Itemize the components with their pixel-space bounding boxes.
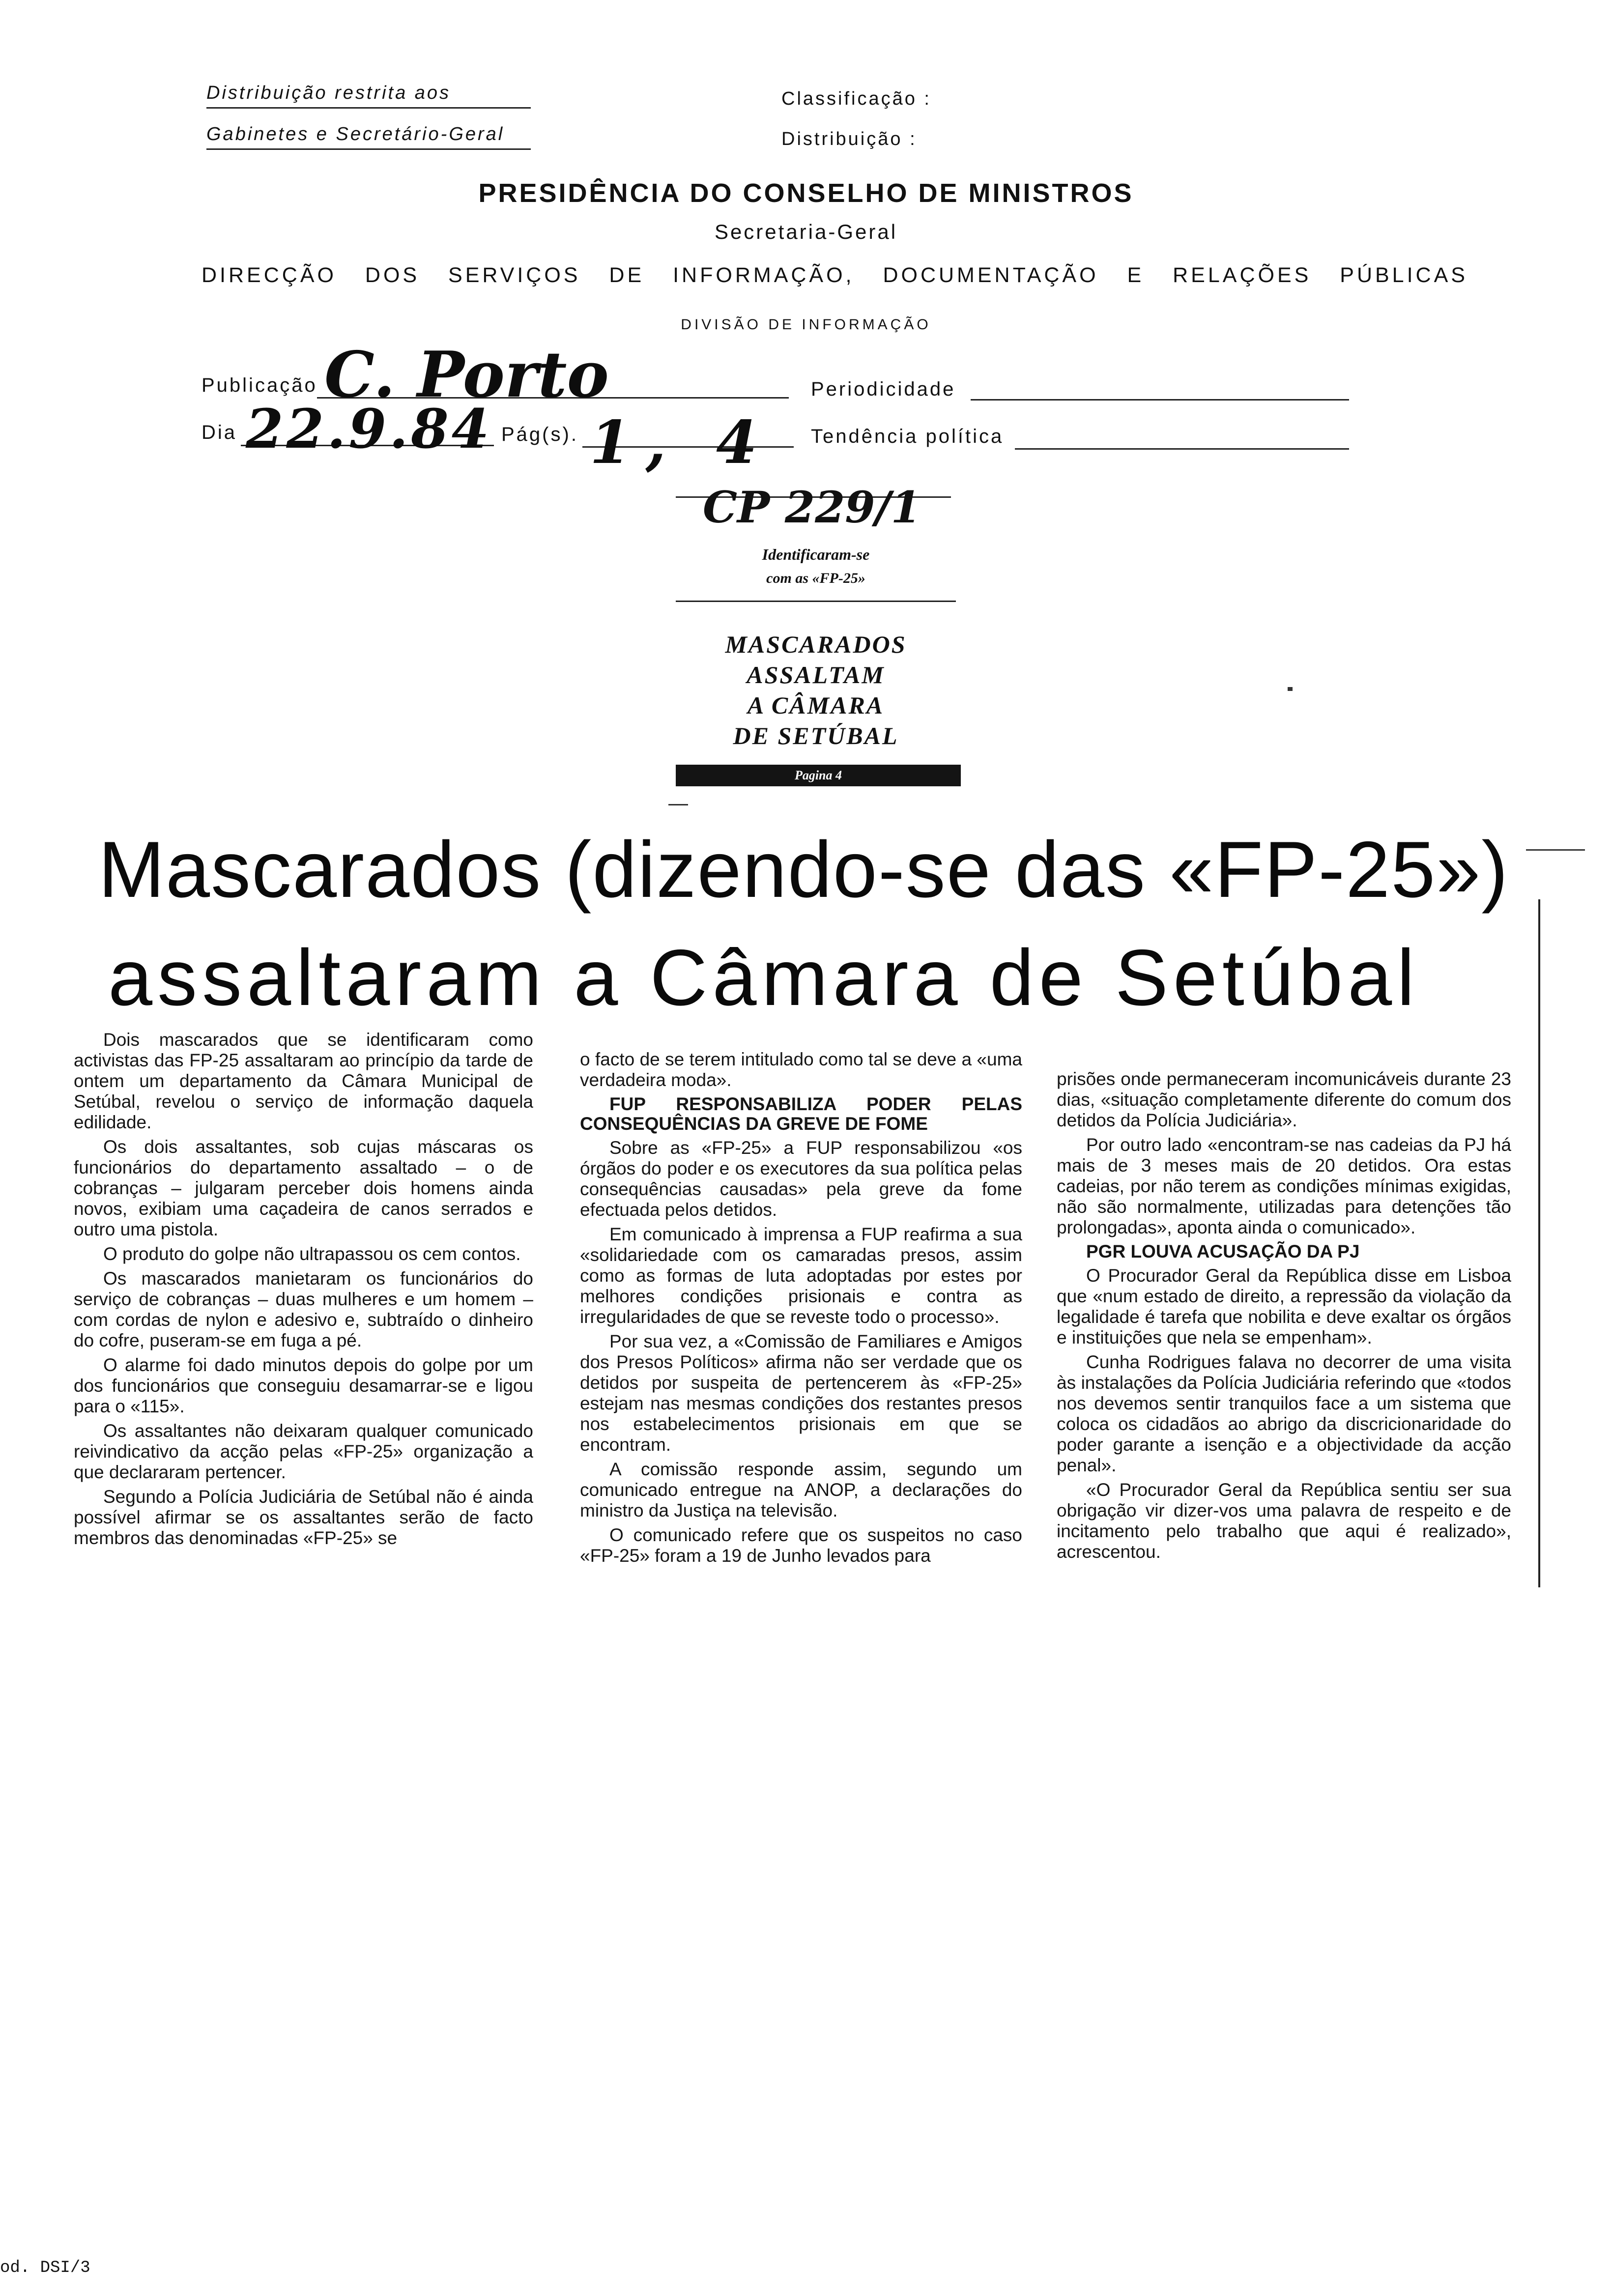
thumbnail-com-as: com as «FP-25»: [766, 570, 865, 586]
paragraph: O produto do golpe não ultrapassou os cem contos.: [103, 1244, 521, 1264]
pags-handwritten: 1, 4: [590, 408, 772, 477]
direccao-title: DIRECÇÃO DOS SERVIÇOS DE INFORMAÇÃO, DOCUMENTAÇÃO E RELAÇÕES PÚBLICAS: [202, 263, 1468, 287]
tendencia-label: Tendência política: [811, 426, 1004, 447]
paragraph: O alarme foi dado minutos depois do golpe por um dos funcionários que conseguiu desamarrar-se e ligou para o «115».: [74, 1355, 533, 1416]
thumbnail-headline-line: MASCARADOS: [725, 631, 907, 658]
paragraph: Os assaltantes não deixaram qualquer comunicado reivindicativo da acção pelas «FP-25» organização a que declararam pertencer.: [74, 1421, 533, 1482]
publicacao-handwritten: C. Porto: [324, 338, 609, 412]
thumbnail-headline: [678, 629, 953, 751]
article-headline-line2: assaltaram a Câmara de Setúbal: [108, 933, 1420, 1022]
section-subhead: FUP RESPONSABILIZA PODER PELAS CONSEQUÊNCIAS DA GREVE DE FOME: [580, 1094, 1022, 1134]
scan-speck: [668, 804, 688, 805]
pagina-bar: Pagina 4: [676, 765, 961, 786]
gabinetes-label: Gabinetes e Secretário-Geral: [206, 124, 505, 144]
archive-stamp: CP 229/1: [703, 482, 921, 533]
paragraph: o facto de se terem intitulado como tal se deve a «uma verdadeira moda».: [580, 1049, 1022, 1090]
paragraph: Por outro lado «encontram-se nas cadeias da PJ há mais de 3 meses mais de 20 detidos. Ora estas cadeias, por não terem as condições mínimas exigidas, não são normalmente, utilizadas para detenções tão prolongadas», aponta ainda o comunicado».: [1057, 1135, 1511, 1237]
periodicidade-label: Periodicidade: [811, 378, 956, 400]
header-underline: [206, 107, 531, 109]
thumbnail-headline-line: ASSALTAM: [747, 661, 885, 689]
section-subhead: PGR LOUVA ACUSAÇÃO DA PJ: [1086, 1241, 1360, 1262]
classificacao-label: Classificação :: [781, 88, 931, 109]
divisao-label: DIVISÃO DE INFORMAÇÃO: [681, 316, 931, 333]
paragraph: Por sua vez, a «Comissão de Familiares e Amigos dos Presos Políticos» afirma não ser verdade que os detidos por suspeita de pertencerem às «FP-25» estejam nas mesmas condições dos restantes presos nos estabelecimentos prisionais em que se encontram.: [580, 1331, 1022, 1455]
thumbnail-mid-rule: [676, 601, 956, 602]
thumbnail-identificaram: Identificaram-se: [762, 545, 870, 563]
dia-handwritten: 22.9.84: [246, 397, 492, 460]
paragraph: Dois mascarados que se identificaram como activistas das FP-25 assaltaram ao princípio da tarde de ontem um departamento da Câmara Municipal de Setúbal, revelou o serviço de informação daquela edilidade.: [74, 1030, 533, 1132]
paragraph: O comunicado refere que os suspeitos no caso «FP-25» foram a 19 de Junho levados para: [580, 1525, 1022, 1566]
dia-label: Dia: [202, 422, 237, 443]
right-margin-rule: [1538, 899, 1540, 1587]
paragraph: Os mascarados manietaram os funcionários do serviço de cobranças – duas mulheres e um homem – com cordas de nylon e adesivo e, subtraído o dinheiro do cofre, puseram-se em fuga a pé.: [74, 1268, 533, 1350]
header-underline: [206, 148, 531, 150]
article-column-2: [580, 1049, 1022, 1570]
thumbnail-headline-line: A CÂMARA: [747, 691, 885, 719]
paragraph: O Procurador Geral da República disse em Lisboa que «num estado de direito, a repressão da violação da legalidade é tarefa que nobilita e deve exaltar os órgãos e instituições que nela se empenham».: [1057, 1265, 1511, 1348]
article-headline-line1: Mascarados (dizendo-se das «FP-25»): [98, 825, 1509, 914]
scan-speck: [1526, 849, 1585, 851]
paragraph: Sobre as «FP-25» a FUP responsabilizou «os órgãos do poder e os executores da sua política pelas consequências causadas» pela greve da fome efectuada pelos detidos.: [580, 1138, 1022, 1220]
paragraph: Segundo a Polícia Judiciária de Setúbal não é ainda possível afirmar se os assaltantes serão de facto membros das denominadas «FP-25» se: [74, 1487, 533, 1548]
paragraph: Cunha Rodrigues falava no decorrer de uma visita às instalações da Polícia Judiciária referindo que «todos nos devemos sentir tranquilos face a um sistema que coloca os cidadãos ao abrigo da discricionaridade do poder garante a isenção e a objectividade da acção penal».: [1057, 1352, 1511, 1475]
scan-speck: [1288, 687, 1293, 691]
periodicidade-line: [971, 399, 1349, 401]
presidency-title: PRESIDÊNCIA DO CONSELHO DE MINISTROS: [478, 178, 1134, 208]
distribution-restricted-label: Distribuição restrita aos: [206, 83, 451, 103]
form-code: od. DSI/3: [0, 2259, 90, 2277]
tendencia-line: [1015, 448, 1349, 450]
paragraph: A comissão responde assim, segundo um comunicado entregue na ANOP, a declarações do ministro da Justiça na televisão.: [580, 1459, 1022, 1521]
publicacao-label: Publicação: [202, 374, 317, 396]
pags-label: Pág(s).: [501, 424, 578, 445]
distribuicao-label: Distribuição :: [781, 129, 917, 149]
paragraph: «O Procurador Geral da República sentiu ser sua obrigação vir dizer-vos uma palavra de respeito e de incitamento pelo trabalho que aqui é realizado», acrescentou.: [1057, 1480, 1511, 1562]
paragraph: prisões onde permaneceram incomunicáveis durante 23 dias, «situação completamente diferente do comum dos detidos da Polícia Judiciária».: [1057, 1069, 1511, 1130]
thumbnail-headline-line: DE SETÚBAL: [733, 722, 899, 749]
article-column-1: [74, 1030, 533, 1552]
article-column-3: [1057, 1069, 1511, 1566]
paragraph: Os dois assaltantes, sob cujas máscaras os funcionários do departamento assaltado – o de cobranças – julgaram perceber dois homens ainda novos, exibiam uma caçadeira de canos serrados e outro uma pistola.: [74, 1137, 533, 1239]
paragraph: Em comunicado à imprensa a FUP reafirma a sua «solidariedade com os camaradas presos, assim como as formas de luta adoptadas por estes por melhores condições prisionais e contra as irregularidades de que se reveste todo o processo».: [580, 1224, 1022, 1327]
secretaria-subtitle: Secretaria-Geral: [714, 220, 898, 243]
